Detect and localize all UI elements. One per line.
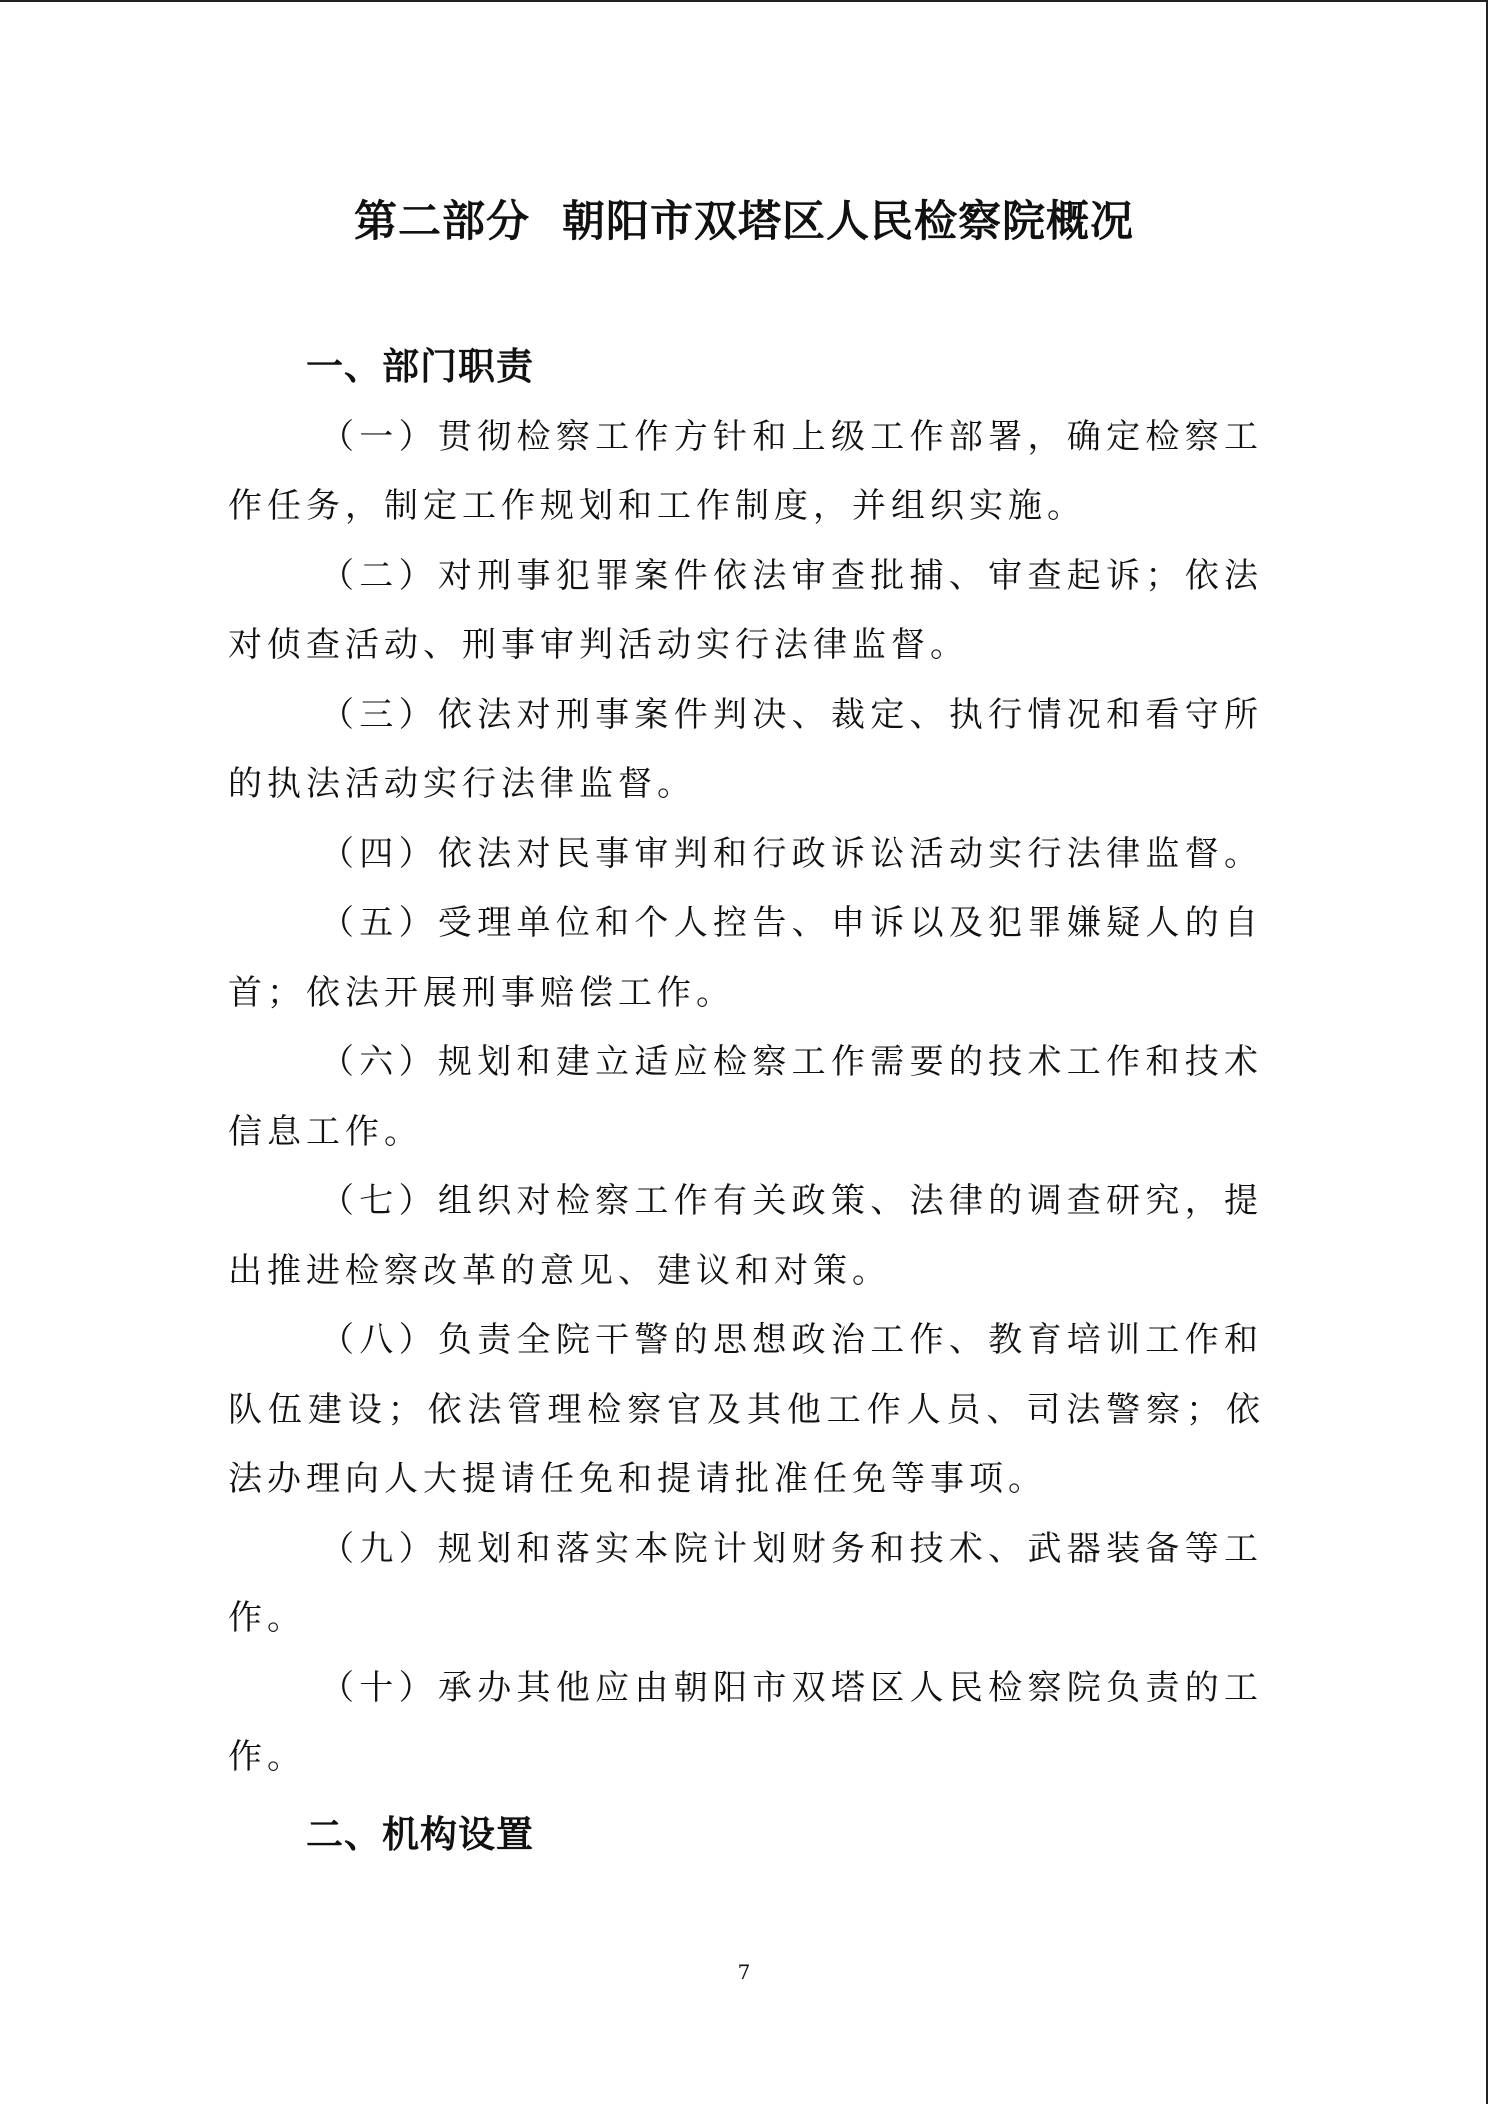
paragraph-line: 队伍建设；依法管理检察官及其他工作人员、司法警察；依 <box>228 1390 1263 1430</box>
paragraph-line: （五）受理单位和个人控告、申诉以及犯罪嫌疑人的自 <box>320 903 1263 943</box>
paragraph-line: 信息工作。 <box>228 1112 423 1152</box>
paragraph-line: 作任务，制定工作规划和工作制度，并组织实施。 <box>228 486 1086 526</box>
paragraph-line: （二）对刑事犯罪案件依法审查批捕、审查起诉；依法 <box>320 556 1263 596</box>
paragraph-line: 法办理向人大提请任免和提请批准任免等事项。 <box>228 1459 1047 1499</box>
page-title: 第二部分 朝阳市双塔区人民检察院概况 <box>354 197 1134 247</box>
paragraph-line: 的执法活动实行法律监督。 <box>228 764 696 804</box>
paragraph-line: （六）规划和建立适应检察工作需要的技术工作和技术 <box>320 1042 1263 1082</box>
paragraph-line: （十）承办其他应由朝阳市双塔区人民检察院负责的工 <box>320 1668 1263 1708</box>
paragraph-line: 首；依法开展刑事赔偿工作。 <box>228 973 735 1013</box>
paragraph-line: 作。 <box>228 1598 306 1638</box>
paragraph-line: （九）规划和落实本院计划财务和技术、武器装备等工 <box>320 1529 1263 1569</box>
paragraph-line: （七）组织对检察工作有关政策、法律的调查研究，提 <box>320 1181 1263 1221</box>
paragraph-line: （一）贯彻检察工作方针和上级工作部署，确定检察工 <box>320 417 1263 457</box>
section-heading-organization: 二、机构设置 <box>306 1813 534 1856</box>
page-number: 7 <box>737 1960 751 1984</box>
paragraph-line: （三）依法对刑事案件判决、裁定、执行情况和看守所 <box>320 695 1263 735</box>
paragraph-line: 出推进检察改革的意见、建议和对策。 <box>228 1251 891 1291</box>
paragraph-line: 作。 <box>228 1737 306 1777</box>
paragraph-line: （四）依法对民事审判和行政诉讼活动实行法律监督。 <box>320 834 1263 874</box>
section-heading-responsibilities: 一、部门职责 <box>306 345 534 388</box>
paragraph-line: 对侦查活动、刑事审判活动实行法律监督。 <box>228 625 969 665</box>
paragraph-line: （八）负责全院干警的思想政治工作、教育培训工作和 <box>320 1320 1263 1360</box>
